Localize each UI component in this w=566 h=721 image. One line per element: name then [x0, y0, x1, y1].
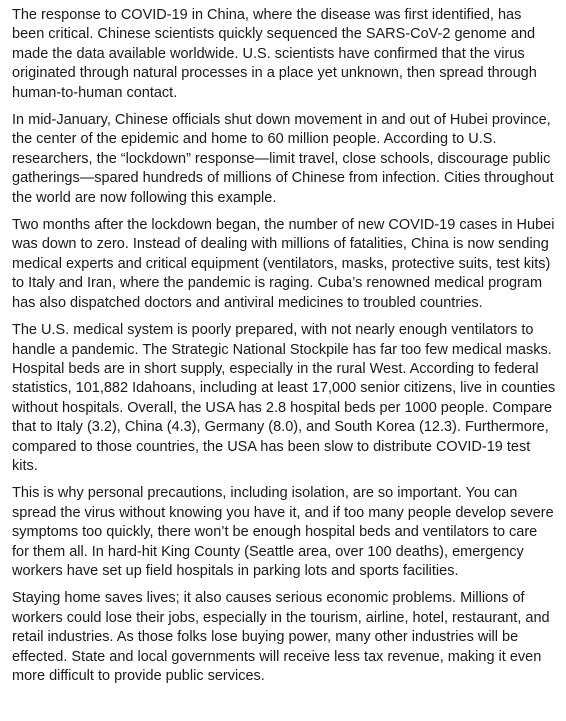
paragraph-personal-precautions: This is why personal precautions, including isolation, are so important. You can spread the virus without knowing you have it, and if too many people develop severe symptoms too quickly, there won’t be enough hospital beds and ventilators to care for them all. In hard-hit King County (Seattle area, over 100 deaths), emergency workers have set up field hospitals in parking lots and sports facilities.: [12, 485, 554, 579]
paragraph-china-response: The response to COVID-19 in China, where the disease was first identified, has been critical. Chinese scientists quickly sequenced the SARS-CoV-2 genome and made the data available worldwide. U.S. scientists have confirmed that the virus originated through natural processes in a place yet unknown, then spread through human-to-human contact.: [12, 7, 537, 101]
paragraph-economic-problems: Staying home saves lives; it also causes serious economic problems. Millions of workers could lose their jobs, especially in the tourism, airline, hotel, restaurant, and retail industries. As those folks lose buying power, many other industries will be effected. State and local governments will receive less tax revenue, making it even more difficult to provide public services.: [12, 590, 550, 684]
paragraph-hubei-lockdown: In mid-January, Chinese officials shut down movement in and out of Hubei province, the center of the epidemic and home to 60 million people. According to U.S. researchers, the “lockdown” response—limit travel, close schools, discourage public gatherings—spared hundreds of millions of Chinese from infection. Cities throughout the world are now following this example.: [12, 112, 554, 206]
paragraph-us-medical-system: The U.S. medical system is poorly prepared, with not nearly enough ventilators to handle a pandemic. The Strategic National Stockpile has far too few medical masks. Hospital beds are in short supply, especially in the rural West. According to federal statistics, 101,882 Idahoans, including at least 17,000 senior citizens, live in counties without hospitals. Overall, the USA has 2.8 hospital beds per 1000 people. Compare that to Italy (3.2), China (4.3), Germany (8.0), and South Korea (12.3). Furthermore, compared to those countries, the USA has been slow to distribute COVID-19 test kits.: [12, 322, 556, 474]
paragraph-cases-down: Two months after the lockdown began, the number of new COVID-19 cases in Hubei was down to zero. Instead of dealing with millions of fatalities, China is now sending medical experts and critical equipment (ventilators, masks, protective suits, test kits) to Italy and Iran, where the pandemic is raging. Cuba’s renowned medical program has also dispatched doctors and antiviral medicines to troubled countries.: [12, 217, 555, 311]
